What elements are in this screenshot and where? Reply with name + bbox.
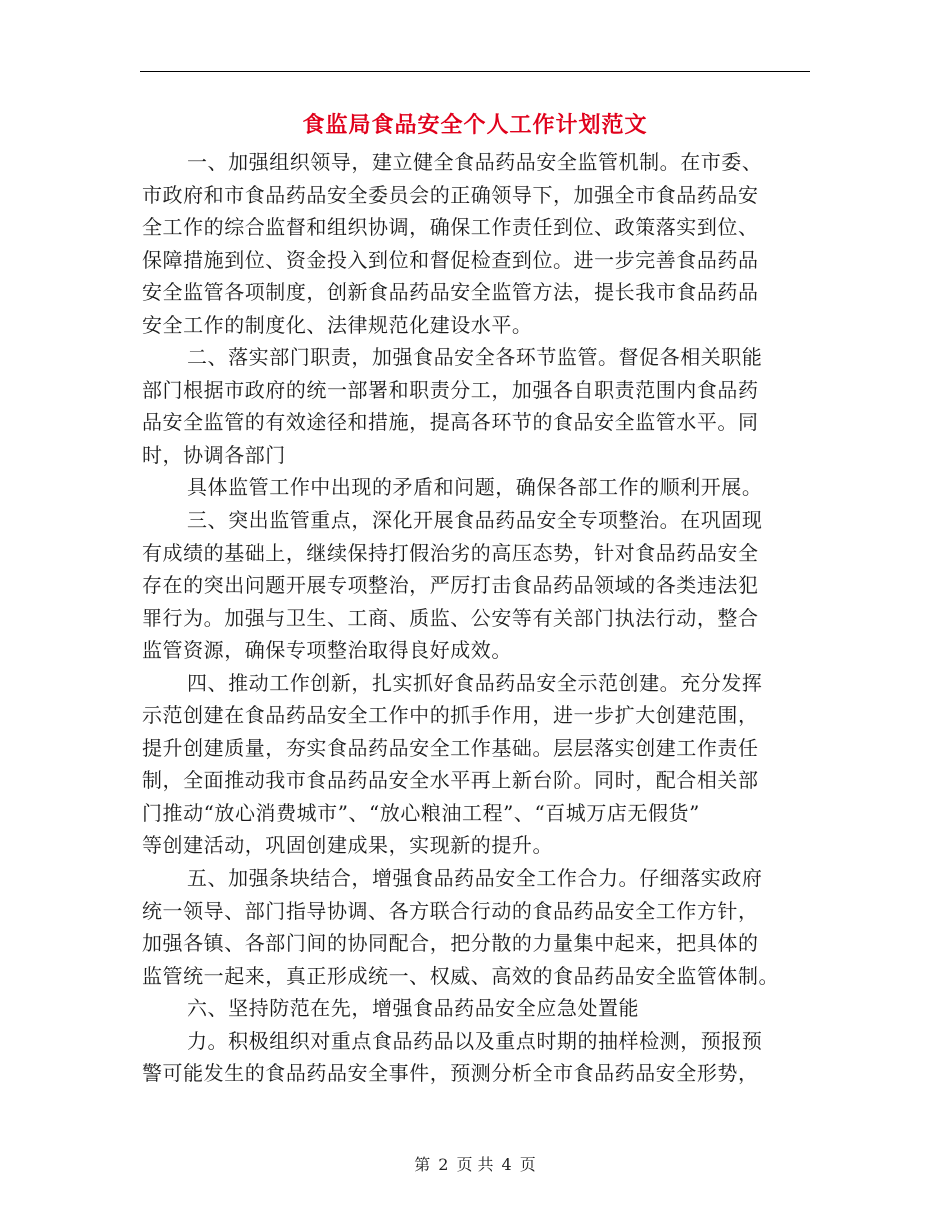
- paragraph-line: 四、推动工作创新，扎实抓好食品药品安全示范创建。充分发挥: [187, 670, 763, 695]
- document-body: [142, 146, 810, 1090]
- paragraph-line: 罪行为。加强与卫生、工商、质监、公安等有关部门执法行动，整合: [142, 605, 759, 630]
- paragraph-line: 力。积极组织对重点食品药品以及重点时期的抽样检测，预报预: [187, 1028, 763, 1053]
- paragraph-line: 市政府和市食品药品安全委员会的正确领导下，加强全市食品药品安: [142, 182, 759, 207]
- footer-middle: 页 共: [456, 1155, 494, 1174]
- paragraph-line: 五、加强条块结合，增强食品药品安全工作合力。仔细落实政府: [187, 866, 763, 891]
- paragraph-line: 六、坚持防范在先，增强食品药品安全应急处置能: [187, 996, 640, 1021]
- paragraph-line: 二、落实部门职责，加强食品安全各环节监管。督促各相关职能: [187, 345, 763, 370]
- paragraph-line: 等创建活动，巩固创建成果，实现新的提升。: [142, 833, 553, 858]
- paragraph-line: 有成绩的基础上，继续保持打假治劣的高压态势，针对食品药品安全: [142, 540, 759, 565]
- paragraph-line: 安全监管各项制度，创新食品药品安全监管方法，提长我市食品药品: [142, 280, 759, 305]
- page-number: 2: [438, 1155, 449, 1174]
- paragraph-line: 监管统一起来，真正形成统一、权威、高效的食品药品安全监管体制。: [142, 963, 780, 988]
- paragraph-line: 门推动“放心消费城市”、“放心粮油工程”、“百城万店无假货”: [142, 800, 700, 825]
- footer-prefix: 第: [414, 1155, 431, 1174]
- paragraph-line: 具体监管工作中出现的矛盾和问题，确保各部工作的顺利开展。: [187, 475, 763, 500]
- paragraph-line: 示范创建在食品药品安全工作中的抓手作用，进一步扩大创建范围，: [142, 703, 759, 728]
- paragraph-line: 三、突出监管重点，深化开展食品药品安全专项整治。在巩固现: [187, 508, 763, 533]
- paragraph-line: 存在的突出问题开展专项整治，严厉打击食品药品领域的各类违法犯: [142, 573, 759, 598]
- paragraph-line: 时，协调各部门: [142, 442, 286, 467]
- paragraph-line: 保障措施到位、资金投入到位和督促检查到位。进一步完善食品药品: [142, 247, 759, 272]
- paragraph-line: 提升创建质量，夯实食品药品安全工作基础。层层落实创建工作责任: [142, 735, 759, 760]
- paragraph-line: 部门根据市政府的统一部署和职责分工，加强各自职责范围内食品药: [142, 377, 759, 402]
- footer-suffix: 页: [519, 1155, 536, 1174]
- paragraph-line: 监管资源，确保专项整治取得良好成效。: [142, 638, 512, 663]
- document-title: 食监局食品安全个人工作计划范文: [302, 112, 648, 138]
- paragraph-line: 全工作的综合监督和组织协调，确保工作责任到位、政策落实到位、: [142, 215, 759, 240]
- paragraph-line: 安全工作的制度化、法律规范化建设水平。: [142, 312, 533, 337]
- paragraph-line: 一、加强组织领导，建立健全食品药品安全监管机制。在市委、: [187, 150, 763, 174]
- page-footer: [0, 1155, 950, 1175]
- header-rule: [140, 71, 810, 72]
- paragraph-line: 制，全面推动我市食品药品安全水平再上新台阶。同时，配合相关部: [142, 768, 759, 793]
- paragraph-line: 统一领导、部门指导协调、各方联合行动的食品药品安全工作方针，: [142, 898, 759, 923]
- page-total: 4: [501, 1155, 512, 1174]
- paragraph-line: 品安全监管的有效途径和措施，提高各环节的食品安全监管水平。同: [142, 410, 759, 435]
- paragraph-line: 警可能发生的食品药品安全事件，预测分析全市食品药品安全形势，: [142, 1061, 759, 1086]
- paragraph-line: 加强各镇、各部门间的协同配合，把分散的力量集中起来，把具体的: [142, 931, 759, 956]
